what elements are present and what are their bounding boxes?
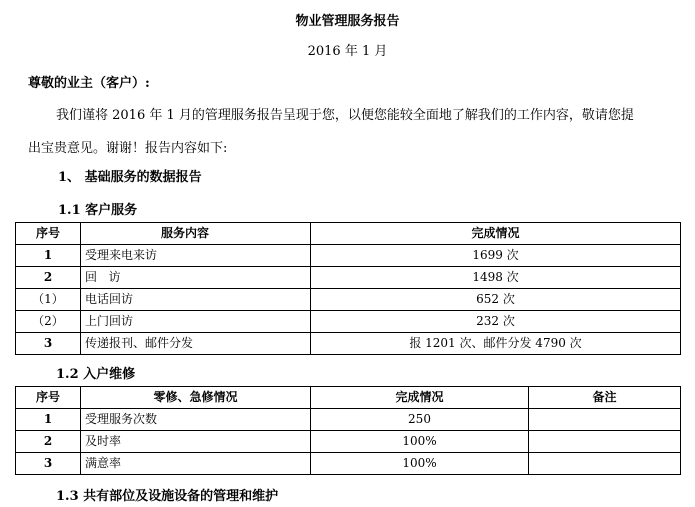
report-title: 物业管理服务报告 [295, 14, 400, 29]
subsection-heading-common-facilities: 1.3 共有部位及设施设备的管理和维护 [56, 489, 279, 504]
subsection-heading-home-repair: 1.2 入户维修 [56, 367, 136, 382]
table-row [16, 453, 681, 475]
cell-status: 652 次 [311, 289, 681, 311]
cell-no: （2） [16, 311, 81, 333]
cell-content: 回 访 [81, 267, 311, 289]
greeting: 尊敬的业主（客户）: [28, 76, 150, 91]
cell-status: 100% [311, 453, 529, 475]
cell-status: 250 [311, 409, 529, 431]
header-content: 服务内容 [81, 223, 311, 245]
cell-note [529, 453, 681, 475]
table-row [16, 333, 681, 355]
table-row [16, 245, 681, 267]
report-date: 2016 年 1 月 [307, 44, 388, 59]
header-status: 完成情况 [311, 223, 681, 245]
table-row [16, 289, 681, 311]
home-repair-table [15, 386, 681, 475]
cell-content: 满意率 [81, 453, 311, 475]
cell-content: 受理服务次数 [81, 409, 311, 431]
header-no: 序号 [16, 223, 81, 245]
table-row [16, 311, 681, 333]
subsection-heading-customer-service: 1.1 客户服务 [58, 203, 138, 218]
header-content: 零修、急修情况 [81, 387, 311, 409]
cell-content: 电话回访 [81, 289, 311, 311]
cell-status: 100% [311, 431, 529, 453]
cell-no: 3 [16, 453, 81, 475]
cell-content: 传递报刊、邮件分发 [81, 333, 311, 355]
cell-no: 2 [16, 431, 81, 453]
cell-no: 1 [16, 245, 81, 267]
cell-status: 232 次 [311, 311, 681, 333]
cell-note [529, 409, 681, 431]
section-heading-basic-services: 1、 基础服务的数据报告 [58, 170, 202, 185]
cell-content: 上门回访 [81, 311, 311, 333]
header-note: 备注 [529, 387, 681, 409]
cell-note [529, 431, 681, 453]
header-no: 序号 [16, 387, 81, 409]
cell-no: 2 [16, 267, 81, 289]
table-row [16, 409, 681, 431]
cell-content: 受理来电来访 [81, 245, 311, 267]
table-row [16, 431, 681, 453]
cell-no: 1 [16, 409, 81, 431]
cell-status: 报 1201 次、邮件分发 4790 次 [311, 333, 681, 355]
table-header-row [16, 387, 681, 409]
cell-status: 1699 次 [311, 245, 681, 267]
intro-paragraph-line-2: 出宝贵意见。谢谢！报告内容如下: [28, 141, 228, 156]
intro-paragraph-line-1: 我们谨将 2016 年 1 月的管理服务报告呈现于您，以便您能较全面地了解我们的工作内容，敬请您提 [56, 108, 634, 123]
cell-no: （1） [16, 289, 81, 311]
cell-no: 3 [16, 333, 81, 355]
cell-status: 1498 次 [311, 267, 681, 289]
table-row [16, 267, 681, 289]
customer-service-table [15, 222, 681, 355]
header-status: 完成情况 [311, 387, 529, 409]
cell-content: 及时率 [81, 431, 311, 453]
table-header-row [16, 223, 681, 245]
